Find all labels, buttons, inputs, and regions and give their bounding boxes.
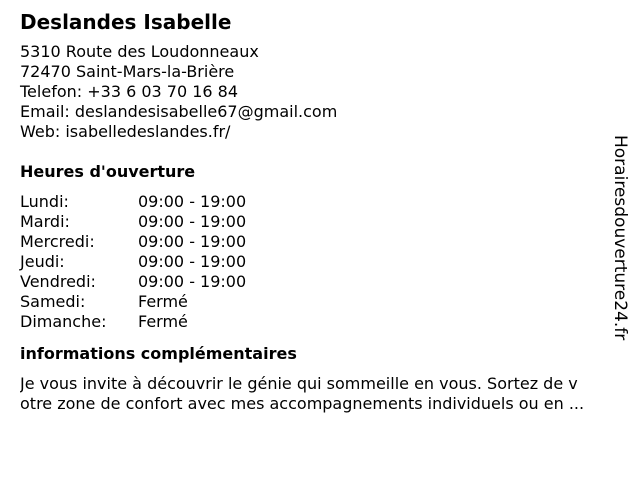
email-address: Email: deslandesisabelle67@gmail.com: [20, 102, 338, 121]
hours-day: Mercredi:: [20, 232, 95, 251]
hours-day: Vendredi:: [20, 272, 96, 291]
info-line: Je vous invite à découvrir le génie qui sommeille en vous. Sortez de v: [20, 374, 578, 393]
phone-number: Telefon: +33 6 03 70 16 84: [20, 82, 239, 101]
business-name: Deslandes Isabelle: [20, 10, 232, 34]
hours-row: [20, 192, 632, 212]
hours-time: 09:00 - 19:00: [138, 272, 247, 291]
site-watermark: Horairesdouverture24.fr: [610, 135, 630, 341]
hours-day: Jeudi:: [20, 252, 65, 271]
hours-day: Dimanche:: [20, 312, 107, 331]
city-address: 72470 Saint-Mars-la-Brière: [20, 62, 235, 81]
hours-row: [20, 292, 632, 312]
hours-day: Samedi:: [20, 292, 86, 311]
hours-row: [20, 232, 632, 252]
hours-time: 09:00 - 19:00: [138, 192, 247, 211]
hours-row: [20, 312, 632, 332]
hours-row: [20, 212, 632, 232]
info-line: otre zone de confort avec mes accompagnements individuels ou en ...: [20, 394, 585, 413]
contact-block: [20, 42, 632, 142]
street-address: 5310 Route des Loudonneaux: [20, 42, 259, 61]
hours-heading: Heures d'ouverture: [20, 162, 196, 181]
hours-time: 09:00 - 19:00: [138, 232, 247, 251]
business-card: [20, 10, 632, 414]
hours-day: Mardi:: [20, 212, 70, 231]
hours-table: [20, 192, 632, 332]
hours-day: Lundi:: [20, 192, 69, 211]
info-heading: informations complémentaires: [20, 344, 297, 363]
hours-time: Fermé: [138, 292, 188, 311]
hours-time: 09:00 - 19:00: [138, 252, 247, 271]
info-description: [20, 374, 632, 414]
hours-row: [20, 252, 632, 272]
hours-time: 09:00 - 19:00: [138, 212, 247, 231]
hours-row: [20, 272, 632, 292]
hours-time: Fermé: [138, 312, 188, 331]
website: Web: isabelledeslandes.fr/: [20, 122, 231, 141]
